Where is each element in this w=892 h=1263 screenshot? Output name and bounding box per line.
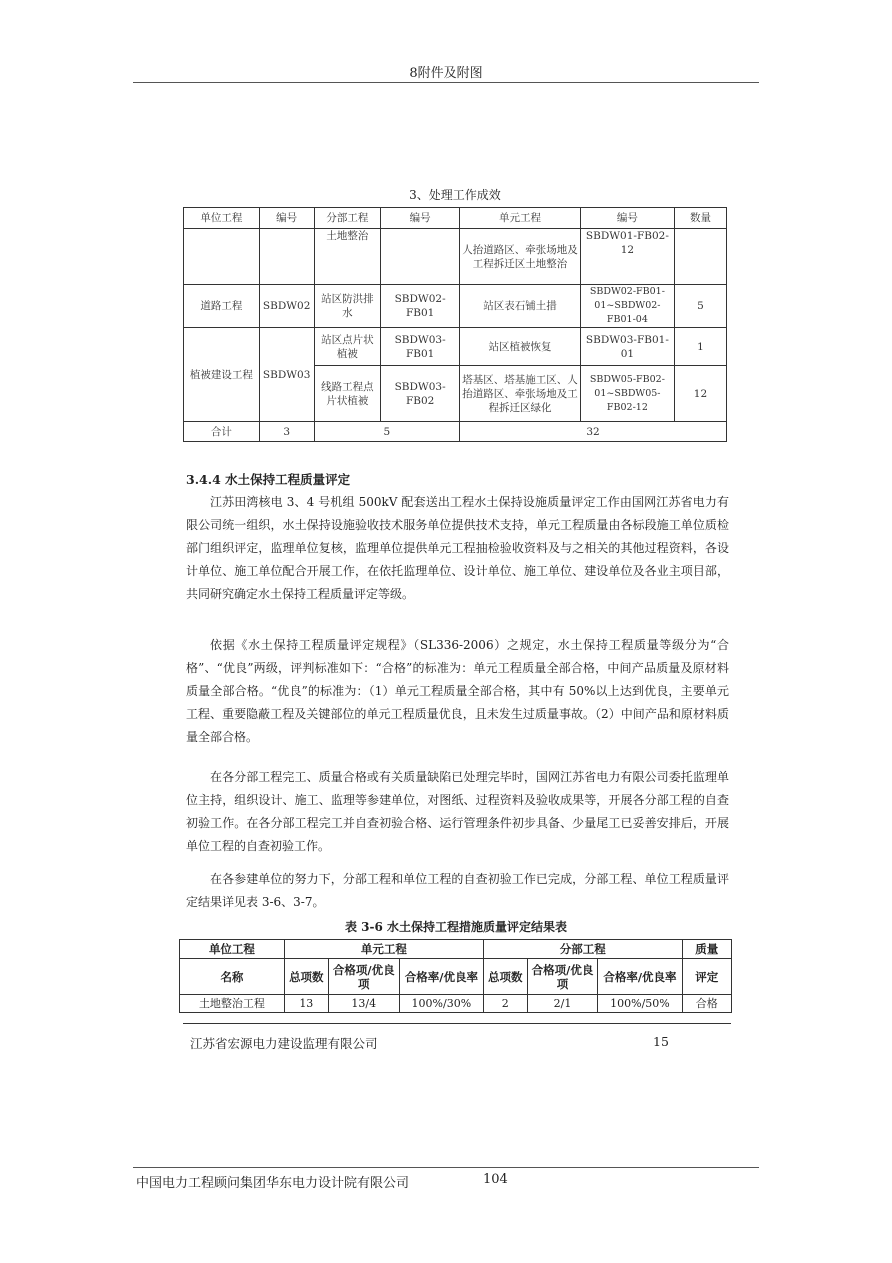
header-cell: 单元工程: [284, 940, 483, 959]
header-cell: 质量: [682, 940, 732, 959]
table-cell: [381, 229, 460, 285]
table-cell: 站区防洪排水: [314, 285, 381, 328]
table-cell: SBDW02-FB01-01~SBDW02-FB01-04: [580, 285, 674, 328]
header-cell: 合格率/优良率: [598, 959, 682, 995]
table-cell: 线路工程点片状植被: [314, 366, 381, 422]
inner-footer-divider: [183, 1023, 731, 1024]
table-row: [184, 229, 727, 285]
table-cell: SBDW01-FB02-12: [580, 229, 674, 285]
page-header-title: 8附件及附图: [409, 66, 483, 81]
paragraph: 依据《水土保持工程质量评定规程》（SL336-2006）之规定，水土保持工程质量等级分为“合格”、“优良”两级，评判标准如下：“合格”的标准为：单元工程质量全部合格，中间产品质量及原材料质量全部合格。“优良”的标准为：（1）单元工程质量全部合格，其中有 50%以上达到优良，主要单元工程、重要隐蔽工程及关键部位的单元工程质量优良，且未发生过质量事故。（2）中间产品和原材料质量全部合格。: [186, 638, 729, 744]
header-cell: 数量: [674, 208, 726, 229]
table-cell: 12: [674, 366, 726, 422]
header-cell: 编号: [580, 208, 674, 229]
table-cell: 站区点片状植被: [314, 328, 381, 366]
table-row: [180, 995, 732, 1013]
header-cell: 合格项/优良项: [328, 959, 399, 995]
table-cell: 2/1: [527, 995, 598, 1013]
header-cell: 单位工程: [184, 208, 260, 229]
footer-page-number: 104: [483, 1172, 508, 1187]
table-cell: 32: [460, 422, 727, 442]
table-cell: 土地整治: [314, 229, 381, 285]
table-row: [184, 328, 727, 366]
quality-assessment-table: [179, 939, 732, 1013]
header-cell: 评定: [682, 959, 732, 995]
table-cell: 合格: [682, 995, 732, 1013]
table-cell: 3: [259, 422, 314, 442]
table-cell: 站区植被恢复: [460, 328, 581, 366]
table-cell: 2: [483, 995, 527, 1013]
header-cell: 总项数: [483, 959, 527, 995]
table-cell: SBDW03-FB01: [381, 328, 460, 366]
table-cell: 1: [674, 328, 726, 366]
table-cell: 13: [284, 995, 328, 1013]
table-cell: SBDW02: [259, 285, 314, 328]
paragraph: 在各参建单位的努力下，分部工程和单位工程的自查初验工作已完成，分部工程、单位工程质量评定结果详见表 3-6、3-7。: [186, 872, 729, 909]
table-cell: 合计: [184, 422, 260, 442]
table-cell: 人抬道路区、牵张场地及工程拆迁区土地整治: [460, 229, 581, 285]
table-header-row: [184, 208, 727, 229]
table-cell: 5: [314, 422, 460, 442]
footer-divider: [133, 1167, 759, 1168]
table-cell: SBDW02-FB01: [381, 285, 460, 328]
table1-caption: 3、处理工作成效: [409, 188, 501, 202]
table-cell: [674, 229, 726, 285]
table-row: [184, 285, 727, 328]
table-cell: SBDW05-FB02-01~SBDW05-FB02-12: [580, 366, 674, 422]
inner-footer-page-number: 15: [653, 1034, 669, 1049]
table-cell: 土地整治工程: [180, 995, 285, 1013]
table-cell: [184, 229, 260, 285]
header-cell: 编号: [259, 208, 314, 229]
table-cell: [259, 229, 314, 285]
header-cell: 合格项/优良项: [527, 959, 598, 995]
header-cell: 单位工程: [180, 940, 285, 959]
table-cell: 100%/30%: [399, 995, 483, 1013]
table-cell: 13/4: [328, 995, 399, 1013]
table-total-row: [184, 422, 727, 442]
header-cell: 总项数: [284, 959, 328, 995]
table2-caption: 表 3-6 水土保持工程措施质量评定结果表: [344, 920, 568, 934]
inner-footer-company: 江苏省宏源电力建设监理有限公司: [190, 1036, 378, 1051]
header-cell: 名称: [180, 959, 285, 995]
table-cell: 站区表石铺土措: [460, 285, 581, 328]
table-cell: 塔基区、塔基施工区、人抬道路区、牵张场地及工程拆迁区绿化: [460, 366, 581, 422]
header-cell: 分部工程: [314, 208, 381, 229]
table-sub-header-row: [180, 959, 732, 995]
table-cell: SBDW03-FB02: [381, 366, 460, 422]
paragraph: 江苏田湾核电 3、4 号机组 500kV 配套送出工程水土保持设施质量评定工作由国网江苏省电力有限公司统一组织，水土保持设施验收技术服务单位提供技术支持，单元工程质量由各标段施工单位质检部门组织评定，监理单位复核，监理单位提供单元工程抽检验收资料及与之相关的其他过程资料，各设计单位、施工单位配合开展工作，在依托监理单位、设计单位、施工单位、建设单位及各业主项目部，共同研究确定水土保持工程质量评定等级。: [186, 495, 729, 601]
paragraph: 在各分部工程完工、质量合格或有关质量缺陷已处理完毕时，国网江苏省电力有限公司委托监理单位主持，组织设计、施工、监理等参建单位，对图纸、过程资料及验收成果等，开展各分部工程的自查初验工作。在各分部工程完工并自查初验合格、运行管理条件初步具备、少量尾工已妥善安排后，开展单位工程的自查初验工作。: [186, 770, 729, 853]
header-cell: 合格率/优良率: [399, 959, 483, 995]
table-cell: 植被建设工程: [184, 328, 260, 422]
table-cell: 道路工程: [184, 285, 260, 328]
header-cell: 编号: [381, 208, 460, 229]
table-cell: SBDW03-FB01-01: [580, 328, 674, 366]
table-cell: 100%/50%: [598, 995, 682, 1013]
header-cell: 分部工程: [483, 940, 682, 959]
table-cell: 5: [674, 285, 726, 328]
section-title: 3.4.4 水土保持工程质量评定: [186, 472, 351, 487]
table-cell: SBDW03: [259, 328, 314, 422]
work-results-table: [183, 207, 727, 442]
header-divider: [133, 82, 759, 83]
table-group-header-row: [180, 940, 732, 959]
footer-company: 中国电力工程顾问集团华东电力设计院有限公司: [136, 1176, 410, 1191]
header-cell: 单元工程: [460, 208, 581, 229]
